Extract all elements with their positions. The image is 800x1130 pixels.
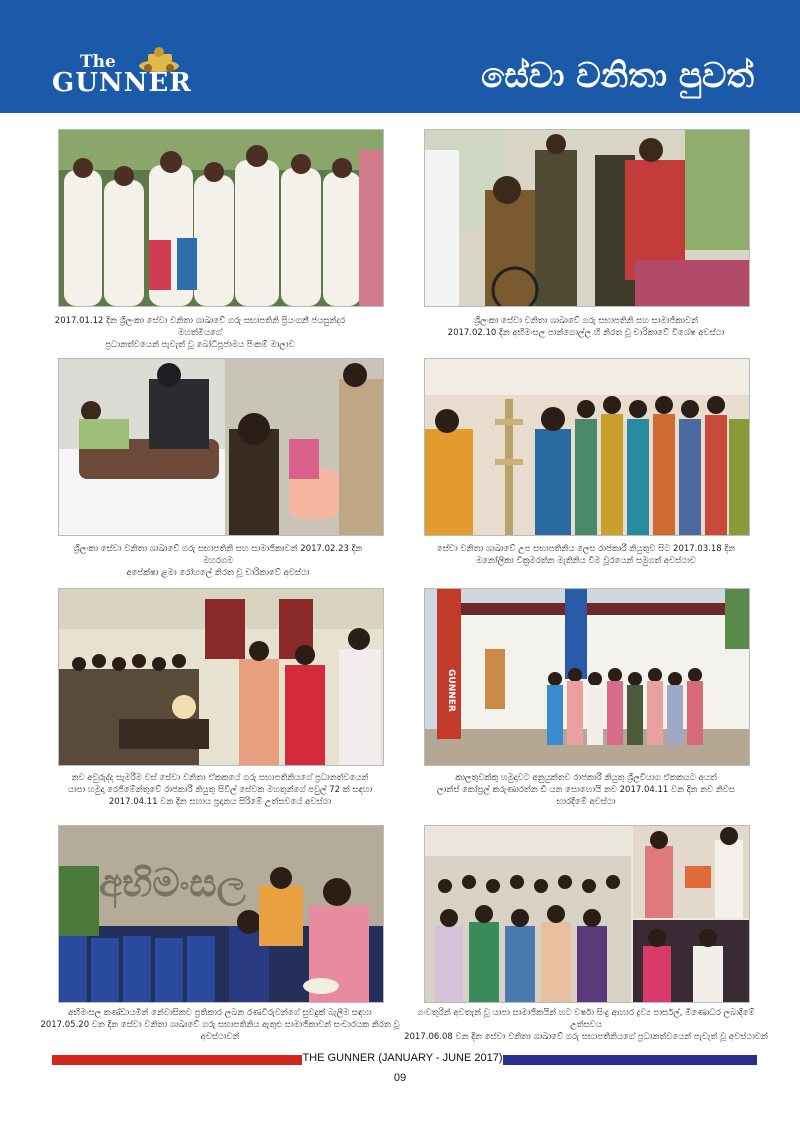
caption-8-line-1: ගංවතුරින් අවතැන් වූ යාපා සාමාජිකයින් හට වර්ෂා සිංදු ආහාර ද්‍රව්‍ය පාර්සල්, මිණොධර ලබාදීමේ උත්සවය	[417, 1008, 755, 1030]
logo-the-text: The	[80, 52, 116, 72]
caption-5	[60, 772, 380, 808]
photo-abhimansala-rehab	[58, 825, 384, 1003]
photo-farewell	[424, 358, 750, 536]
photo-new-year-event-image	[59, 589, 383, 765]
photo-hospital-visit-image	[59, 359, 383, 535]
caption-5-line-1: නව අවුරුද්ද සැමරීම වස් සේවා වනිතා ඒකකයේ ගරු සභාපතිනියගේ ප්‍රධානත්වයෙන්	[71, 773, 369, 783]
caption-5-line-2: යාපා හමුදා රෙජිමේන්තුවේ රාජකාරී නියුතු සිවිල් සේවක මහතුන්ගේ පවුල් 72 ක් සඳහා	[67, 785, 373, 795]
caption-1	[40, 315, 360, 351]
caption-8	[404, 1007, 768, 1043]
abhimansala-wall-text: අභිමංසල	[99, 861, 246, 905]
caption-3-line-2: අපේක්ෂා ළමා රෝහලේ නිරත වූ චාරිකාවේ අවස්ථා	[126, 568, 310, 578]
caption-4	[426, 543, 746, 567]
caption-7-line-1: අභිමංසල කණ්ඩායමින් නේවාසිකව ප්‍රතිකාර ලබන රණවිරුවන්ගේ සුවදුක් බැලීම සඳහා	[68, 1008, 372, 1018]
footer-red-bar	[52, 1055, 302, 1065]
footer-title: THE GUNNER (JANUARY - JUNE 2017)	[302, 1052, 503, 1064]
photo-house-handover	[424, 588, 750, 766]
gunner-banner-text: GUNNER	[446, 669, 456, 712]
caption-2-line-2: 2017.02.10 දින අභිමංසල පාන්ගොල්ල හි නිරත වූ චාරිකාවේ විශේෂ අවස්ථා	[447, 328, 725, 338]
caption-5-line-3: 2017.04.11 වන දින සහාය ප්‍රදානය සිරිමේ උත්සවයේ අවස්ථා	[108, 797, 332, 807]
footer-blue-bar	[503, 1055, 757, 1065]
caption-6	[426, 772, 746, 808]
photo-flood-relief-image	[425, 826, 749, 1002]
photo-abhimansala-visit	[424, 129, 750, 307]
caption-1-line-1: 2017.01.12 දින ශ්‍රීලංකා සේවා වනිතා ශාඛාවේ ගරු සභාපතිනි ප්‍රියංගනී ජයසුන්දර මහත්මියගේ	[54, 316, 346, 338]
page-number: 09	[393, 1072, 407, 1084]
caption-1-line-2: ප්‍රධානත්වයෙන් පැවැත් වූ බෝධිපූජාමය පිංකම් මාලාව	[105, 340, 295, 350]
caption-7	[40, 1007, 400, 1043]
photo-flood-relief	[424, 825, 750, 1003]
photo-farewell-image	[425, 359, 749, 535]
page-header	[0, 0, 800, 113]
page-title: සේවා වනිතා පුවත්	[481, 56, 754, 96]
caption-3	[58, 543, 378, 579]
caption-6-line-1: කාලතුවක්කු හමුදාවට අනුයුක්තව රාජකාරී නියුතු ශ්‍රීලවියාග ඒකකයට අයත්	[455, 773, 717, 783]
logo-gunner-text: GUNNER	[52, 68, 192, 98]
caption-7-line-2: 2017.05.20 වන දින සේවා වනිතා ශාඛාවේ ගරු සභාපතිනිය ඇතුළු සාමාජිකාවන් සංචාරයක නිරත වූ අවස්ථාවන්	[40, 1020, 400, 1042]
caption-8-line-2: 2017.06.08 වන දින සේවා වනිතා ශාඛාවේ ගරු සභාපතිනියගේ ප්‍රධානත්වයෙන් පැවැත් වූ අවස්ථාවන්	[404, 1032, 768, 1042]
caption-2	[426, 315, 746, 339]
photo-hospital-visit	[58, 358, 384, 536]
caption-6-line-2: ලාන්ස් කෝප්‍රල් කරුණාරත්න ඩී යන සොහොයි නව 2017.04.11 වන දින නව නිවස භාරදීමේ අවස්ථා	[437, 785, 735, 807]
photo-abhimansala-rehab-image	[59, 826, 383, 1002]
caption-4-line-1: සේවා වනිතා ශාඛාවේ උප සභාපතිනිය ලෙස රාජකාරී නියුතුව සිට 2017.03.18 දින	[436, 544, 736, 554]
photo-abhimansala-visit-image	[425, 130, 749, 306]
photo-new-year-event	[58, 588, 384, 766]
caption-3-line-1: ශ්‍රීලංකා සේවා වනිතා ශාඛාවේ ගරු සභාපතිනි සහ සාමාජිකාවන් 2017.02.23 දින මහරගම	[73, 544, 363, 566]
gunner-logo	[52, 46, 192, 106]
photo-bodhi-puja	[58, 129, 384, 307]
photo-bodhi-puja-image	[59, 130, 383, 306]
photo-house-handover-image	[425, 589, 749, 765]
caption-2-line-1: ශ්‍රීලංකා සේවා වනිතා ශාඛාවේ ගරු සභාපතිනි සහ සාමාජිකාවන්	[474, 316, 698, 326]
caption-4-line-2: මනෝලිකා වික්‍රමරත්න මැතිනිය වීම වූරයෙන් සමුගත් අවස්ථාව	[475, 556, 697, 566]
